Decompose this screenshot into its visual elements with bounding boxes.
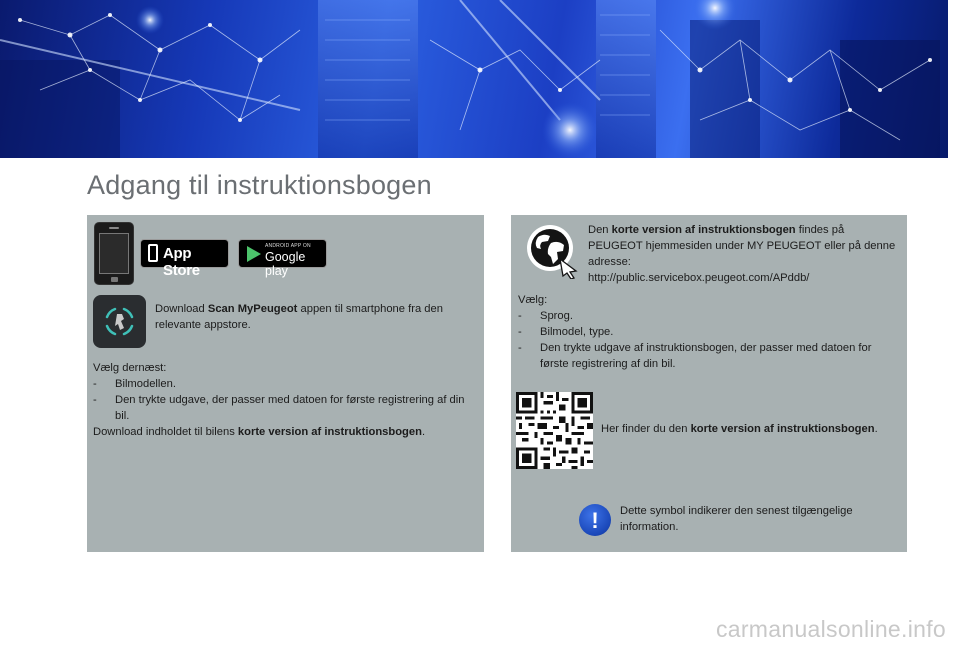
hero-banner	[0, 0, 948, 158]
qr-code[interactable]	[516, 392, 593, 469]
right-panel	[511, 215, 907, 552]
page-title: Adgang til instruktionsbogen	[87, 170, 432, 200]
google-play-label: Google play	[265, 250, 306, 278]
left-steps	[93, 360, 479, 440]
download-content-text: Download indholdet til bilens korte version af instruktionsbogen.	[93, 426, 426, 438]
list-item: - Den trykte udgave af instruktionsbogen, der passer med datoen for første registrering af din bil.	[518, 342, 872, 370]
app-store-badge[interactable]	[140, 239, 229, 279]
smartphone-icon	[94, 222, 134, 285]
then-label: Vælg dernæst:	[93, 362, 167, 374]
list-item: - Den trykte udgave, der passer med datoen for første registrering af din bil.	[93, 394, 465, 422]
right-steps	[518, 292, 902, 372]
google-play-badge[interactable]	[238, 239, 327, 278]
phone-glyph-icon	[148, 244, 158, 262]
google-play-small-label: ANDROID APP ON	[265, 243, 311, 249]
list-item: - Bilmodel, type.	[518, 326, 614, 338]
list-item: - Sprog.	[518, 310, 573, 322]
app-name: Scan MyPeugeot	[207, 303, 298, 315]
choose-label: Vælg:	[518, 294, 548, 306]
left-panel	[87, 215, 484, 552]
info-symbol-text: Dette symbol indikerer den senest tilgængelige information.	[620, 505, 853, 533]
app-store-label: App Store	[163, 245, 200, 279]
exclamation-icon: !	[579, 504, 611, 536]
short-version-intro: Den korte version af instruktionsbogen findes på PEUGEOT hjemmesiden under MY PEUGEOT eller på denne adresse: http://public.servicebox.peugeot.com/APddb/	[588, 224, 896, 284]
watermark: carmanualsonline.info	[715, 616, 946, 642]
scan-mypeugeot-app-icon	[93, 295, 146, 348]
play-triangle-icon	[247, 246, 261, 262]
download-instruction: Download Scan MyPeugeot appen til smartphone fra den relevante appstore.	[155, 303, 443, 331]
globe-cursor-icon	[524, 221, 582, 279]
city-network-image	[0, 0, 948, 158]
qr-description: Her finder du den korte version af instruktionsbogen.	[601, 423, 878, 435]
servicebox-url[interactable]: http://public.servicebox.peugeot.com/APddb/	[588, 272, 810, 284]
list-item: - Bilmodellen.	[93, 378, 176, 390]
